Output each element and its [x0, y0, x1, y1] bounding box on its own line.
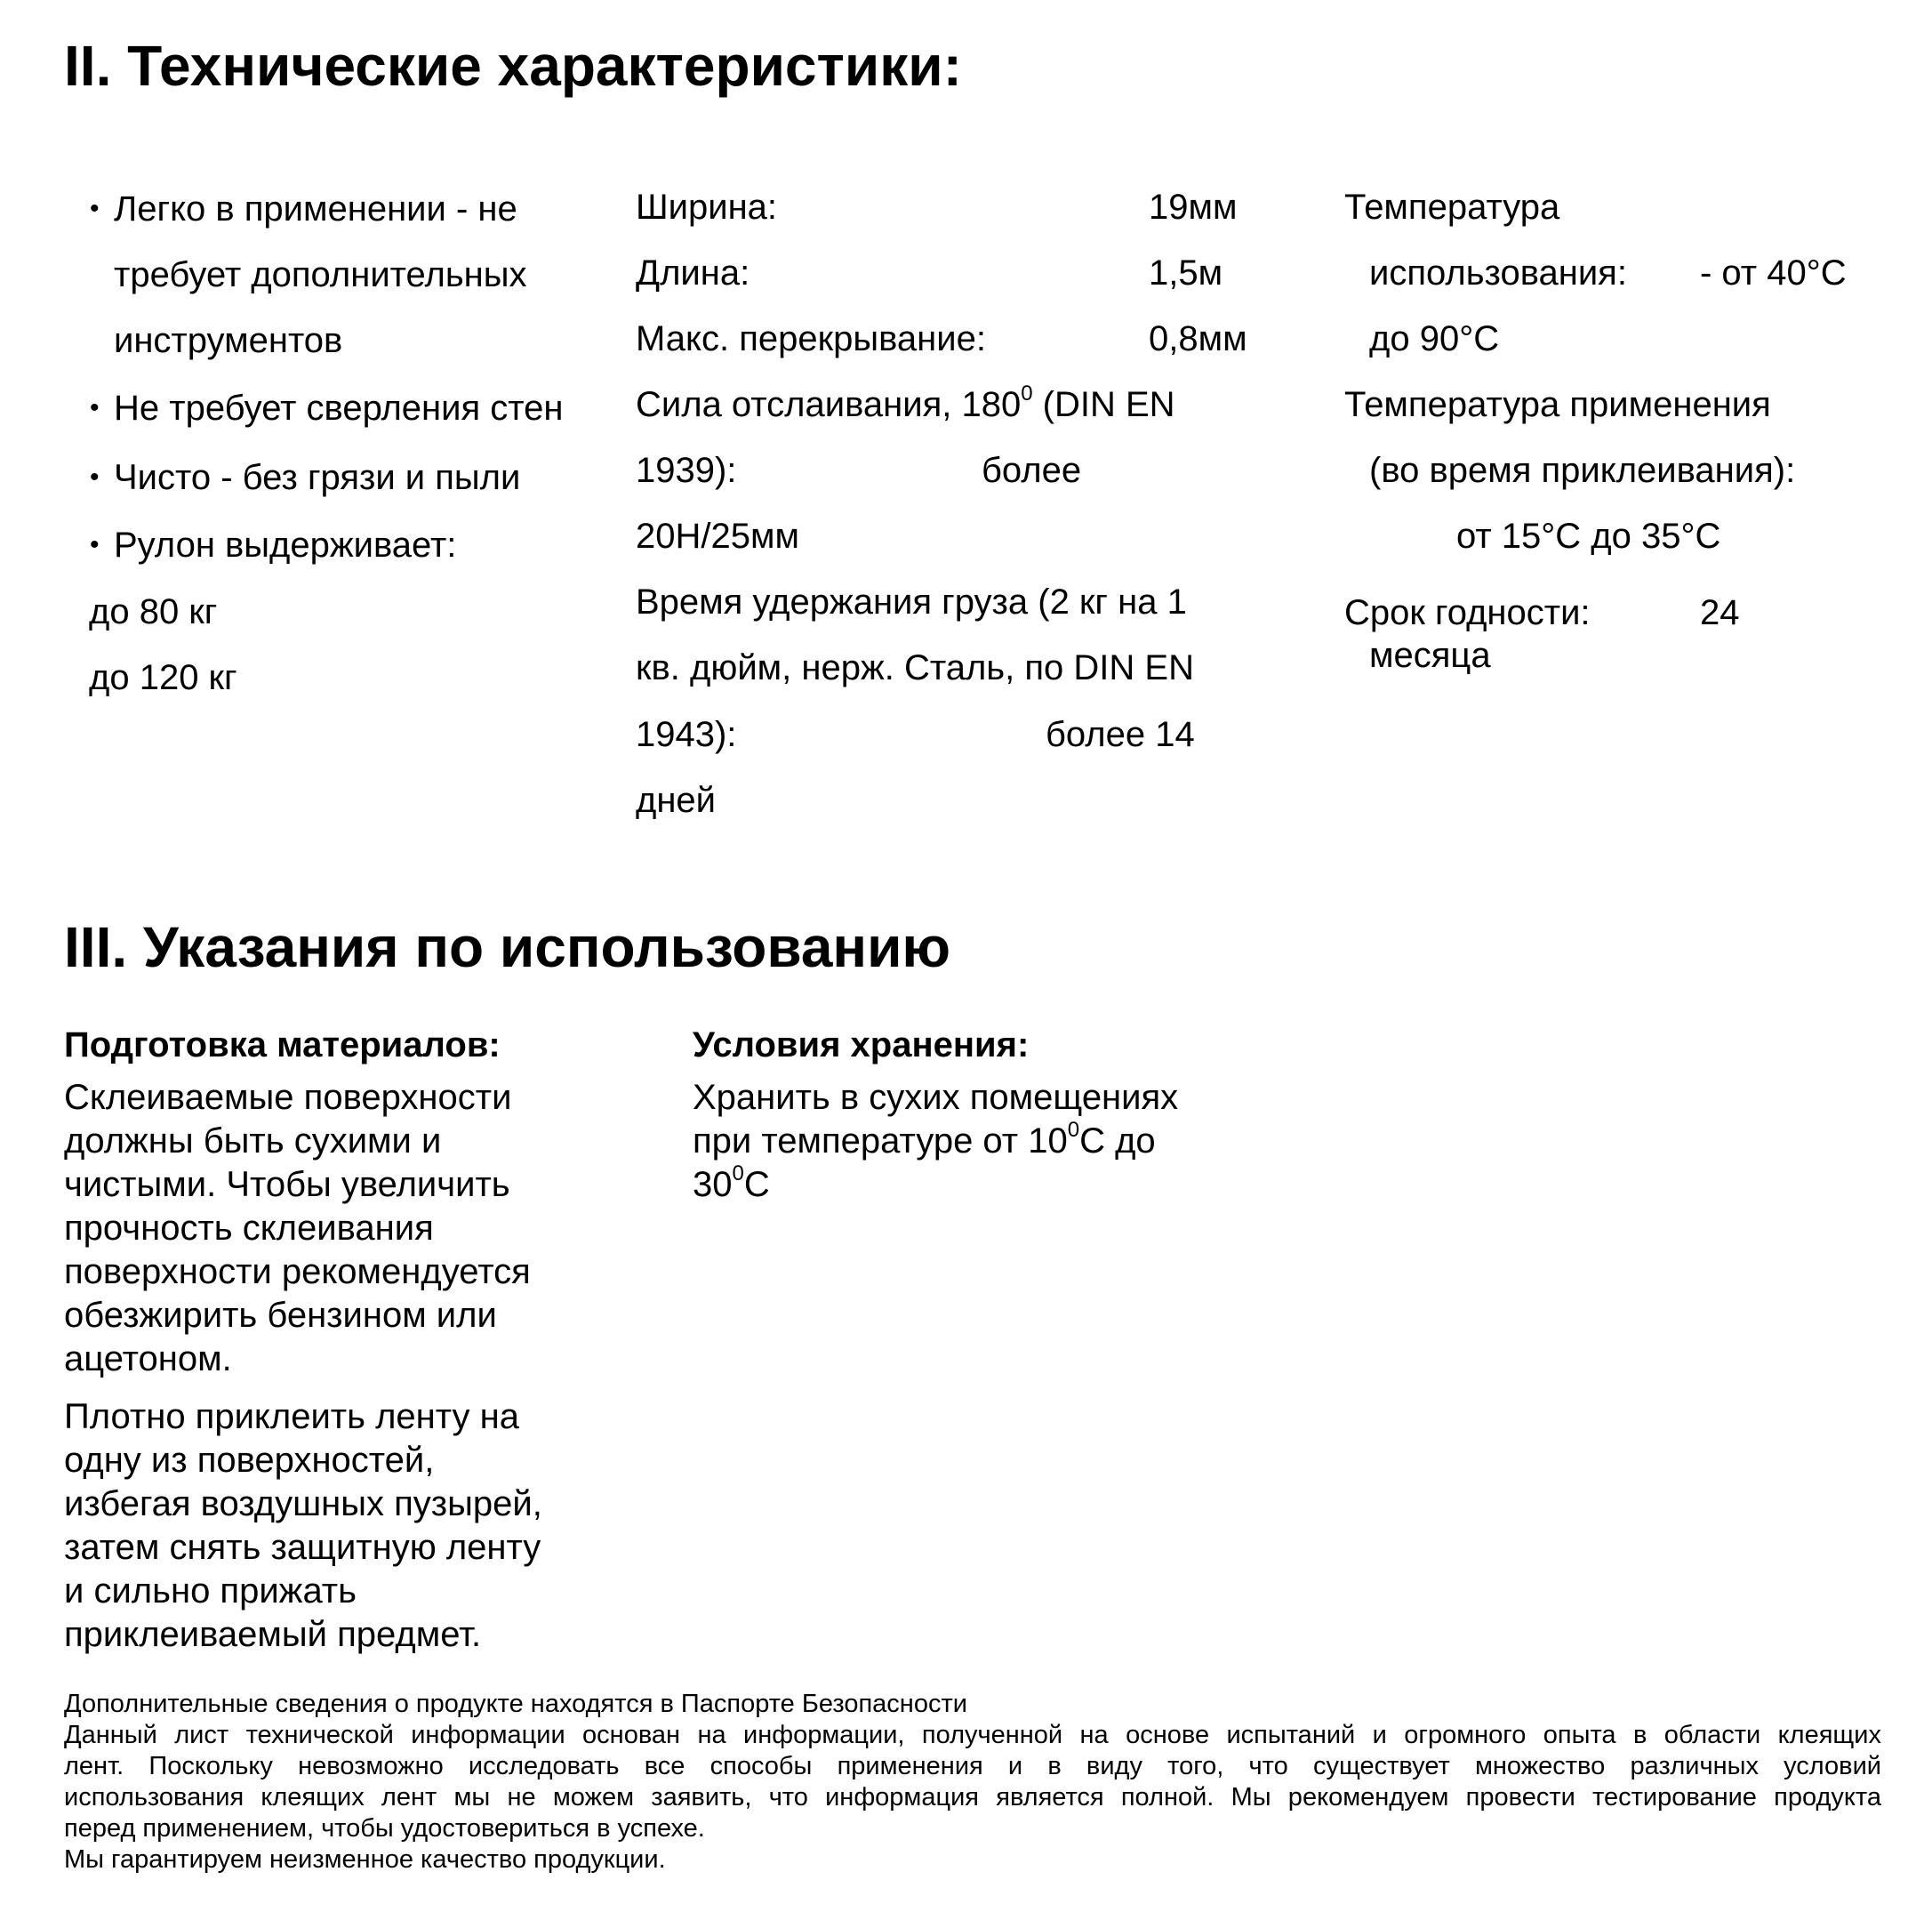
- spec-label: Ширина:: [636, 188, 778, 227]
- footer-note: Дополнительные сведения о продукте находятся в Паспорте Безопасности: [64, 1690, 967, 1718]
- degree-sup: 0: [1021, 382, 1033, 406]
- prep-line: поверхности рекомендуется: [64, 1252, 531, 1291]
- storage-text: С до: [1079, 1121, 1156, 1161]
- spec-value: дней: [636, 781, 717, 820]
- peel-strength-std: (DIN EN: [1032, 385, 1175, 424]
- temp-value: - от 40°С: [1700, 253, 1847, 293]
- peel-strength-text: Сила отслаивания, 180: [636, 385, 1022, 424]
- degree-sup: 0: [1067, 1118, 1080, 1142]
- peel-strength-line: [636, 383, 1175, 426]
- temp-label: (во время приклеивания):: [1369, 451, 1796, 490]
- spec-label: Макс. перекрывание:: [636, 319, 986, 358]
- temp-value: от 15°С до 35°С: [1456, 517, 1721, 556]
- prep-line: избегая воздушных пузырей,: [64, 1484, 542, 1523]
- feature-item: [90, 524, 457, 566]
- hold-time-text: кв. дюйм, нерж. Сталь, по DIN EN: [636, 648, 1194, 687]
- load-value: до 120 кг: [89, 658, 237, 697]
- feature-item: [90, 456, 521, 499]
- prep-line: обезжирить бензином или: [64, 1296, 497, 1335]
- footer-guarantee: Мы гарантируем неизменное качество продукции.: [64, 1845, 666, 1874]
- prep-line: одну из поверхностей,: [64, 1441, 435, 1480]
- prep-line: приклеиваемый предмет.: [64, 1615, 482, 1654]
- footer-disclaimer-line: использования клеящих лент мы не можем заявить, что информация является полной. Мы рекомендуем провести тестирование продукта: [64, 1783, 1881, 1812]
- spec-value: 1,5м: [1149, 253, 1223, 293]
- feature-item: [90, 188, 517, 230]
- shelf-life-value: 24: [1700, 593, 1740, 632]
- spec-label: 1939):: [636, 451, 737, 490]
- spec-value: 0,8мм: [1149, 319, 1247, 358]
- bullet-icon: •: [90, 194, 100, 223]
- feature-text: Чисто - без грязи и пыли: [114, 458, 521, 497]
- storage-line: Хранить в сухих помещениях: [693, 1078, 1179, 1117]
- footer-disclaimer-line: Данный лист технической информации основан на информации, полученной на основе испытаний и огромного опыта в области клеящих: [64, 1721, 1881, 1749]
- temp-label: Температура: [1344, 188, 1560, 227]
- feature-text-cont: требует дополнительных: [114, 255, 527, 294]
- storage-text: С: [743, 1165, 770, 1204]
- prep-line: и сильно прижать: [64, 1571, 357, 1611]
- prep-line: Склеиваемые поверхности: [64, 1078, 512, 1117]
- feature-text: Не требует сверления стен: [114, 389, 564, 428]
- storage-text: 30: [693, 1165, 733, 1204]
- section-2-title: II. Технические характеристики:: [64, 34, 962, 98]
- prep-line: Плотно приклеить ленту на: [64, 1397, 519, 1436]
- prep-line: чистыми. Чтобы увеличить: [64, 1165, 510, 1204]
- footer-disclaimer-line: лент. Поскольку невозможно исследовать все способы применения и в виду того, что существует множество различных условий: [64, 1752, 1881, 1780]
- prep-line: прочность склеивания: [64, 1209, 434, 1248]
- footer-disclaimer-line: перед применением, чтобы удостовериться в успехе.: [64, 1814, 705, 1843]
- spec-value: 20Н/25мм: [636, 517, 799, 556]
- spec-label: Длина:: [636, 253, 750, 293]
- prep-line: затем снять защитную ленту: [64, 1528, 541, 1567]
- feature-text-cont: инструментов: [114, 321, 343, 360]
- spec-label: 1943):: [636, 715, 737, 754]
- prep-paragraph-1: [64, 1076, 531, 1381]
- temp-value: до 90°С: [1369, 319, 1500, 358]
- hold-time-text: Время удержания груза (2 кг на 1: [636, 582, 1187, 622]
- bullet-icon: •: [90, 530, 100, 559]
- bullet-icon: •: [90, 393, 100, 422]
- feature-item: [90, 387, 564, 430]
- feature-text: Легко в применении - не: [114, 189, 517, 229]
- degree-sup: 0: [732, 1161, 744, 1185]
- prep-paragraph-2: [64, 1395, 542, 1657]
- storage-text: при температуре от 10: [693, 1121, 1068, 1161]
- shelf-life-label: Срок годности:: [1344, 593, 1591, 632]
- spec-value: 19мм: [1149, 188, 1238, 227]
- bullet-icon: •: [90, 462, 100, 492]
- feature-text: Рулон выдерживает:: [114, 526, 457, 565]
- temp-label: Температура применения: [1344, 385, 1771, 424]
- prep-heading: Подготовка материалов:: [64, 1025, 501, 1064]
- spec-value: более 14: [1046, 715, 1195, 754]
- storage-line: [693, 1163, 1178, 1207]
- section-3-title: III. Указания по использованию: [64, 915, 951, 979]
- storage-paragraph: [693, 1076, 1178, 1207]
- prep-line: должны быть сухими и: [64, 1121, 442, 1161]
- storage-heading: Условия хранения:: [693, 1025, 1030, 1064]
- load-value: до 80 кг: [89, 592, 218, 631]
- shelf-life-unit: месяца: [1369, 636, 1491, 675]
- prep-line: ацетоном.: [64, 1339, 232, 1378]
- spec-value: более: [982, 451, 1082, 490]
- temp-label: использования:: [1369, 253, 1627, 293]
- storage-line: [693, 1120, 1178, 1163]
